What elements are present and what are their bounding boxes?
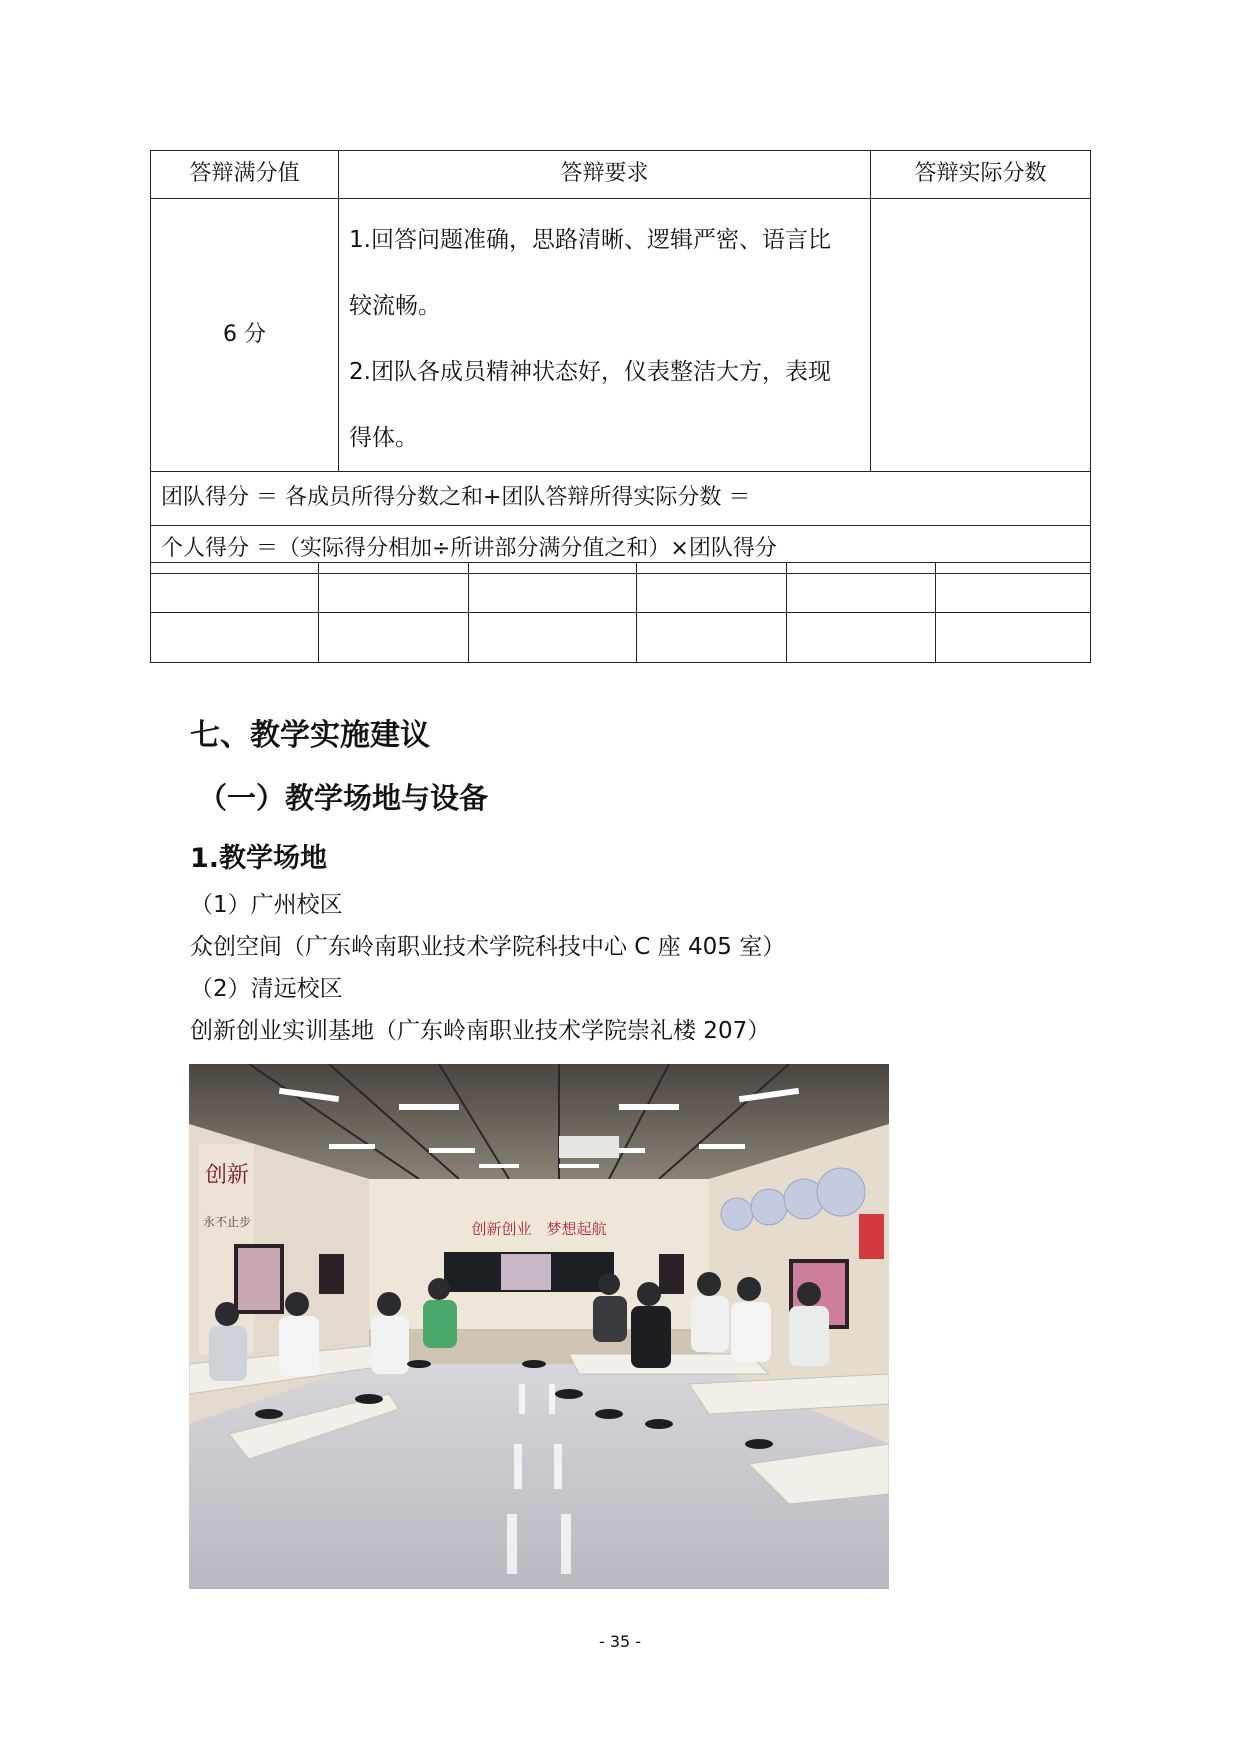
requirement-line: 得体。 <box>349 425 418 451</box>
header-requirements: 答辩要求 <box>339 151 871 199</box>
team-score-formula: 团队得分 ＝ 各成员所得分数之和+团队答辩所得实际分数 ＝ <box>151 472 1091 526</box>
venue-qingyuan: 创新创业实训基地（广东岭南职业技术学院崇礼楼 207） <box>190 1018 771 1044</box>
blank-cell <box>319 563 469 613</box>
header-full-score: 答辩满分值 <box>151 151 339 199</box>
classroom-photo <box>189 1064 889 1589</box>
header-actual-score: 答辩实际分数 <box>871 151 1091 199</box>
page-number: - 35 - <box>598 1632 642 1651</box>
blank-score-grid <box>150 562 1091 663</box>
pillar-text-bottom: 永不止步 <box>202 1215 252 1229</box>
wall-slogan: 创新创业 梦想起航 <box>471 1220 607 1238</box>
blank-row <box>151 563 1091 613</box>
blank-row <box>151 613 1091 663</box>
requirements-cell <box>339 199 871 472</box>
full-score-value: 6 分 <box>151 199 339 472</box>
requirement-line: 2.团队各成员精神状态好，仪表整洁大方，表现 <box>349 359 831 385</box>
individual-score-formula: 个人得分 ＝（实际得分相加÷所讲部分满分值之和）×团队得分 <box>151 526 1091 574</box>
blank-cell <box>469 613 637 663</box>
table-row <box>151 199 1091 472</box>
section-subtitle: （一）教学场地与设备 <box>198 781 489 815</box>
blank-cell <box>637 613 787 663</box>
blank-cell <box>787 563 936 613</box>
blank-cell <box>151 563 319 613</box>
section-heading: 1.教学场地 <box>190 843 328 874</box>
blank-cell <box>151 613 319 663</box>
blank-cell <box>787 613 936 663</box>
venue-guangzhou: 众创空间（广东岭南职业技术学院科技中心 C 座 405 室） <box>190 934 786 960</box>
pillar-text-top: 创新 <box>204 1163 250 1188</box>
blank-cell <box>936 613 1091 663</box>
score-table <box>150 150 1091 574</box>
campus-qingyuan: （2）清远校区 <box>190 976 343 1002</box>
blank-cell <box>936 563 1091 613</box>
requirement-line: 1.回答问题准确，思路清晰、逻辑严密、语言比 <box>349 227 831 253</box>
actual-score-cell <box>871 199 1091 472</box>
blank-cell <box>637 563 787 613</box>
section-title: 七、教学实施建议 <box>190 718 430 753</box>
requirement-line: 较流畅。 <box>349 293 441 319</box>
blank-cell <box>319 613 469 663</box>
table-header-row <box>151 151 1091 199</box>
blank-cell <box>469 563 637 613</box>
campus-guangzhou: （1）广州校区 <box>190 892 343 918</box>
